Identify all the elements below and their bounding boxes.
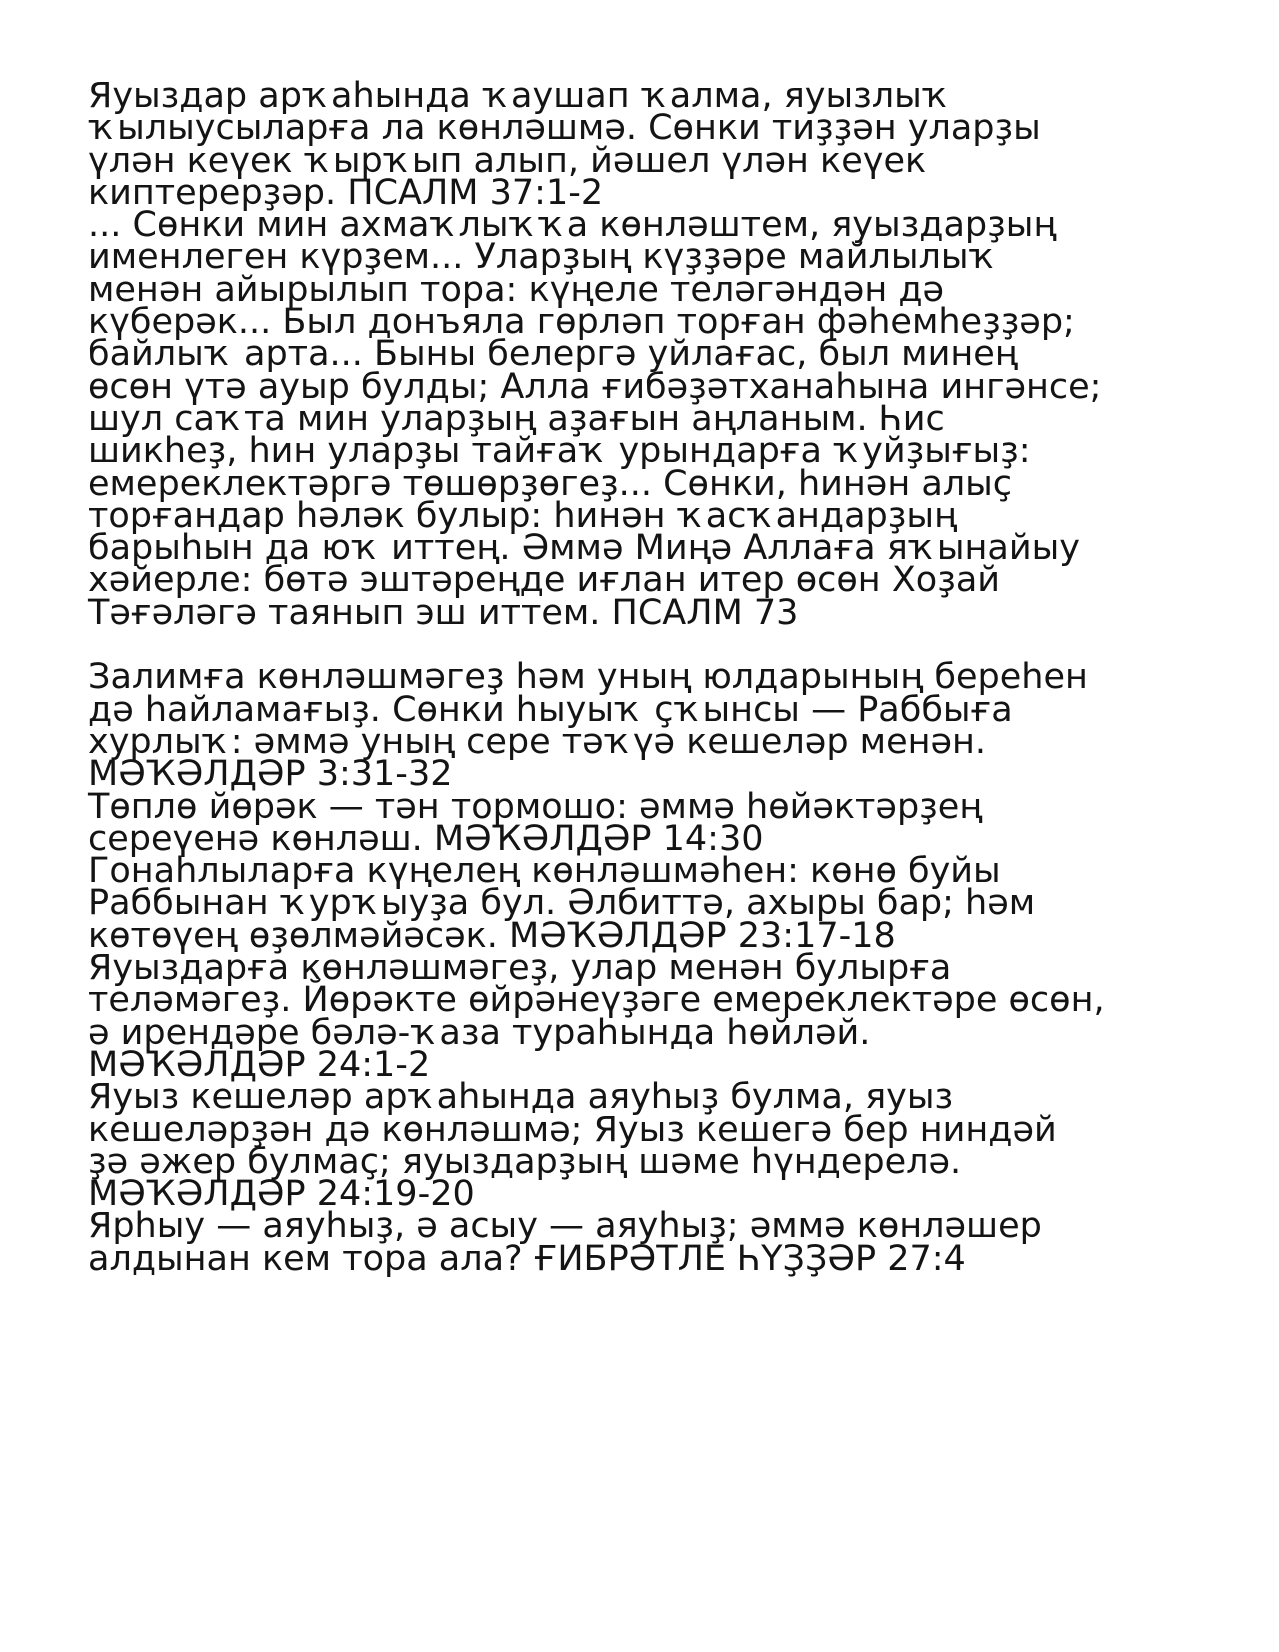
psalm-passage [88,76,1208,633]
text-line: теләмәгеҙ. Йөрәкте өйрәнеүҙәге емереклектәре өсөн, [88,980,1105,1021]
text-line: Яуыздарға көнләшмәгеҙ, улар менән булырға [88,948,952,989]
text-line: күберәк... Был донъяла гөрләп торған фәһемһеҙҙәр; [88,302,1075,343]
text-line: ҡылыусыларға ла көнләшмә. Сөнки тиҙҙән уларҙы [88,108,1041,149]
text-line: кешеләрҙән дә көнләшмә; Яуыз кешегә бер ниндәй [88,1109,1057,1150]
proverbs-passage [88,657,1208,1279]
text-line: көтөүең өҙөлмәйәсәк. МӘҠӘЛДӘР 23:17-18 [88,915,896,956]
text-line: хурлыҡ: әммә уның сере тәҡүә кешеләр менән. [88,721,987,762]
text-line: ә ирендәре бәлә-ҡаза тураһында һөйләй. [88,1012,871,1053]
text-line: Гонаһлыларға күңелең көнләшмәһен: көнө буйы [88,851,1001,892]
text-line: өсөн үтә ауыр булды; Алла ғибәҙәтханаһына ингәнсе; [88,366,1102,407]
text-line: Залимға көнләшмәгеҙ һәм уның юлдарының береһен [88,657,1088,698]
text-line: байлыҡ арта... Быны белергә уйлағас, был минең [88,334,1018,375]
text-line: Ярһыу — аяуһыҙ, ә асыу — аяуһыҙ; әммә көнләшер [88,1206,1042,1247]
text-line: МӘҠӘЛДӘР 24:19-20 [88,1174,475,1215]
text-line: МӘҠӘЛДӘР 3:31-32 [88,754,453,795]
text-line: торғандар һәләк булыр: һинән ҡасҡандарҙың [88,495,958,536]
text-line: ... Сөнки мин ахмаҡлыҡҡа көнләштем, яуыздарҙың [88,205,1057,246]
text-line: ҙә әжер булмаҫ; яуыздарҙың шәме һүндерелә. [88,1141,962,1182]
text-line: үлән кеүек ҡырҡып алып, йәшел үлән кеүек [88,140,927,181]
text-line: Яуыз кешеләр арҡаһында аяуһыҙ булма, яуыз [88,1077,954,1118]
text-line: МӘҠӘЛДӘР 24:1-2 [88,1044,431,1085]
text-line: Тәғәләгә таянып эш иттем. ПСАЛМ 73 [88,592,799,633]
text-line: емереклектәргә төшөрҙөгеҙ... Сөнки, һинән алыҫ [88,463,1013,504]
text-line: именлеген күрҙем... Уларҙың күҙҙәре майлылыҡ [88,237,998,278]
text-line: Төплө йөрәк — тән тормошо: әммә һөйәктәрҙең [88,786,983,827]
document-page [88,76,1208,1279]
text-line: Яуыздар арҡаһында ҡаушап ҡалма, яуызлыҡ [88,76,951,116]
text-line: сереүенә көнләш. МӘҠӘЛДӘР 14:30 [88,818,764,859]
text-line: алдынан кем тора ала? ҒИБРӘТЛЕ ҺҮҘҘӘР 27:4 [88,1238,966,1279]
text-line: дә һайламағыҙ. Сөнки һыуыҡ ҫҡынсы — Раббыға [88,689,1013,730]
text-line: киптерерҙәр. ПСАЛМ 37:1-2 [88,172,604,213]
text-line: Раббынан ҡурҡыуҙа бул. Әлбиттә, ахыры бар; һәм [88,883,1036,924]
text-line: барыһын да юҡ иттең. Әммә Миңә Аллаға яҡынайыу [88,528,1080,569]
text-line: менән айырылып тора: күңеле теләгәндән дә [88,269,945,310]
text-line: хәйерле: бөтә эштәреңде иғлан итер өсөн Хоҙай [88,560,1001,601]
text-line: шул саҡта мин уларҙың аҙағын аңланым. Һис [88,398,945,439]
text-line: шикһеҙ, һин уларҙы тайғаҡ урындарға ҡуйҙығыҙ: [88,431,1031,472]
